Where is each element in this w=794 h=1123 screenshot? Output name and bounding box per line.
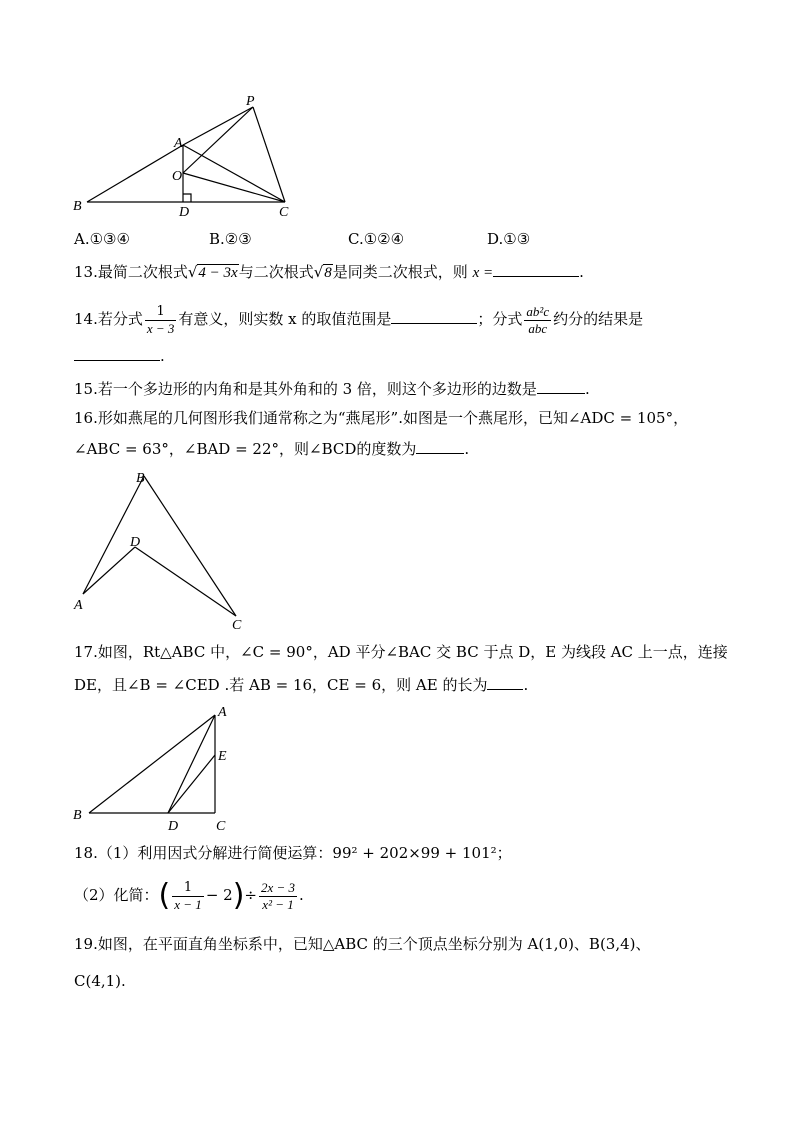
label-b: B <box>73 808 82 823</box>
label-e: E <box>218 749 227 764</box>
choice-b: B.②③ <box>209 230 252 248</box>
question-14-continued: . <box>74 344 165 367</box>
answer-blank-13[interactable] <box>493 260 579 277</box>
question-16-line1: 16.形如燕尾的几何图形我们通常称之为“燕尾形”.如图是一个燕尾形，已知∠ADC = 105°， <box>74 409 689 427</box>
fraction-1-over-x-1: $\frac{1}{x - 1}$ <box>174 879 202 912</box>
fraction-1-over-x-3: $\frac{1}{x - 3}$ <box>146 303 175 336</box>
segment-ac <box>183 145 285 202</box>
question-18-part1: 18.（1）利用因式分解进行简便运算：99² + 202×99 + 101²； <box>74 844 512 862</box>
figure-triangle-pabc <box>70 92 300 222</box>
figure-dart-abdc <box>70 466 250 632</box>
label-d: D <box>179 205 190 220</box>
question-19-line2: C(4,1). <box>74 972 126 990</box>
question-19-line1: 19.如图，在平面直角坐标系中，已知△ABC 的三个顶点坐标分别为 A(1,0)、B(3,4)、 <box>74 935 651 953</box>
answer-blank-17[interactable] <box>487 673 523 690</box>
question-18-part2: （2）化简：( $\frac{1}{x - 1}$ − 2)÷ $\frac{2x - 3}{\text{x² − 1}}$ . <box>74 878 304 913</box>
question-16-line2: ∠ABC = 63°，∠BAD = 22°，则∠BCD的度数为 . <box>74 437 469 460</box>
segment-ad <box>83 547 135 594</box>
label-d: D <box>168 819 179 834</box>
segment-op <box>183 107 253 173</box>
label-b: B <box>73 199 82 214</box>
question-15: 15.若一个多边形的内角和是其外角和的 3 倍，则这个多边形的边数是 . <box>74 377 590 400</box>
segment-dc <box>135 547 236 616</box>
label-a: A <box>174 136 183 151</box>
answer-blank-14b[interactable] <box>74 344 160 361</box>
label-c: C <box>232 618 242 632</box>
answer-blank-14a[interactable] <box>391 307 477 324</box>
segment-bc <box>144 476 236 616</box>
question-17-line1: 17.如图，Rt△ABC 中，∠C = 90°，AD 平分∠BAC 交 BC 于点 D，E 为线段 AC 上一点，连接 <box>74 643 728 661</box>
segment-oc <box>183 173 285 202</box>
fraction-ab2c-over-abc: $\frac{\text{ab²c}}{\text{abc}}$ <box>526 303 550 336</box>
answer-blank-15[interactable] <box>537 377 585 394</box>
choice-c: C.①②④ <box>348 230 405 248</box>
label-a: A <box>74 598 83 613</box>
label-d: D <box>130 535 141 550</box>
label-c: C <box>216 819 226 834</box>
question-14: 14.若分式 $\frac{1}{x - 3}$ 有意义，则实数 x 的取值范围是 ；分式 $\frac{\text{ab²c}}{\text{abc}}$ 约分的结果是 <box>74 303 644 336</box>
question-17-line2: DE，且∠B = ∠CED .若 AB = 16，CE = 6，则 AE 的长为 . <box>74 673 528 696</box>
segment-ba <box>87 145 183 202</box>
label-a: A <box>218 705 227 720</box>
figure-right-triangle-abc <box>70 702 250 836</box>
right-angle-mark <box>183 194 191 202</box>
label-o: O <box>172 169 183 184</box>
choice-a: A.①③④ <box>74 230 130 248</box>
segment-ba <box>89 715 215 813</box>
label-c: C <box>279 205 289 220</box>
answer-blank-16[interactable] <box>416 437 464 454</box>
choice-d: D.①③ <box>487 230 531 248</box>
segment-pc <box>253 107 285 202</box>
label-p: P <box>246 94 255 109</box>
question-13: 13.最简二次根式√4 − 3x与二次根式√8是同类二次根式，则 x = . <box>74 260 584 284</box>
label-b: B <box>136 471 145 486</box>
fraction-2x-3-over-x2-1: $\frac{2x - 3}{\text{x² − 1}}$ <box>261 879 296 912</box>
